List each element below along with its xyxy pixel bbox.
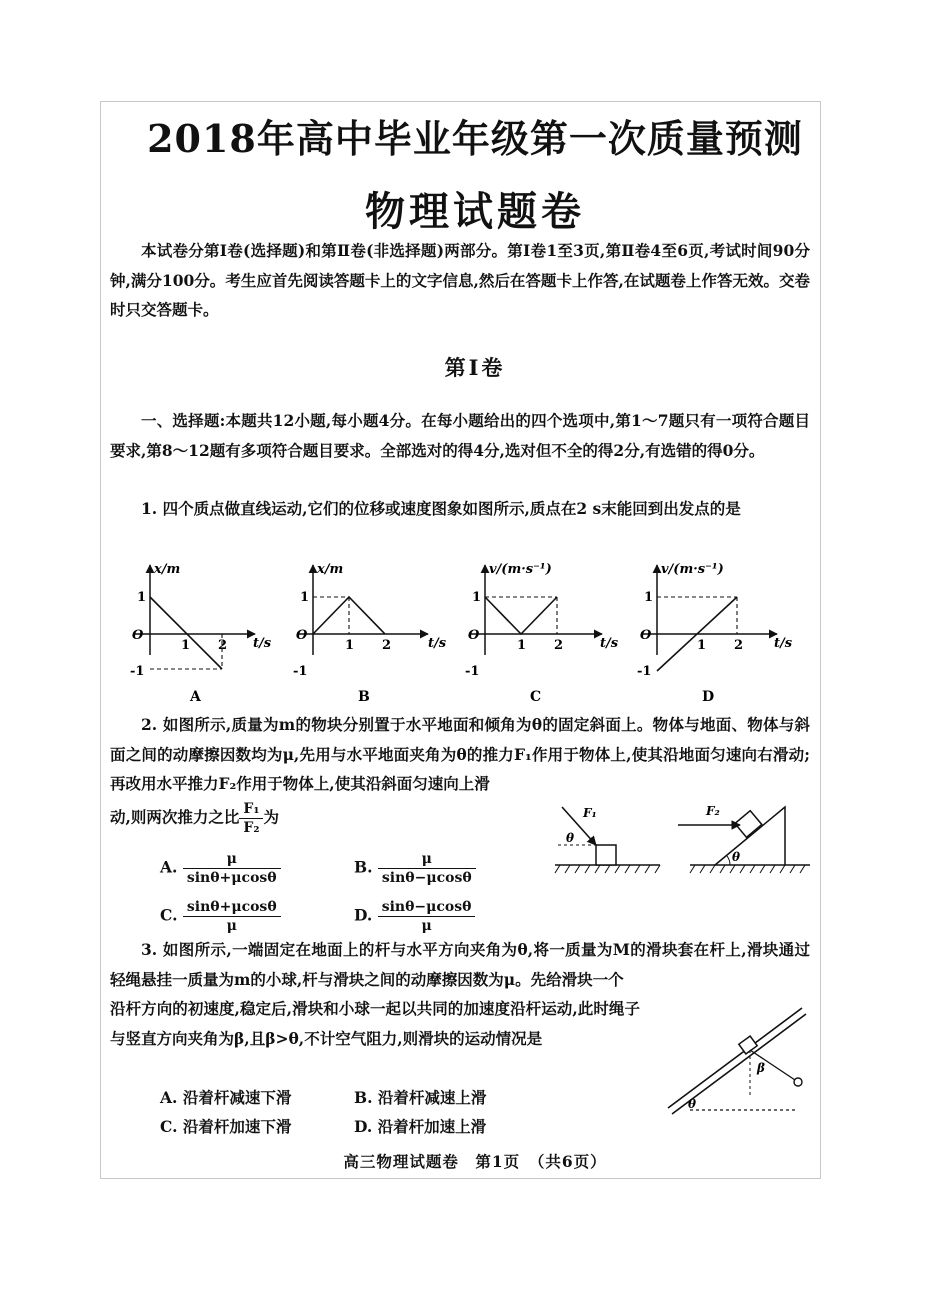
graph-d-ytick-pos: 1: [644, 590, 654, 605]
q2-option-d: D. $\frac{\sin\theta-\mu\cos\theta}{\mu}$: [354, 898, 475, 935]
q2-option-a: A. $\frac{\mu}{\sin\theta+\mu\cos\theta}$: [160, 850, 281, 887]
graph-a: [130, 562, 272, 705]
question-1-text: 1. 四个质点做直线运动,它们的位移或速度图象如图所示,质点在2 s末能回到出发点的是: [141, 499, 741, 518]
graph-b-ylabel: x/m: [317, 562, 344, 577]
graph-c-label: C: [530, 689, 542, 705]
force-f1-label: F₁: [583, 806, 597, 820]
q2-option-b: B. $\frac{\mu}{\sin\theta-\mu\cos\theta}$: [354, 850, 476, 887]
exam-title: 2018年高中毕业年级第一次质量预测: [147, 116, 803, 161]
graph-c-xlabel: t/s: [600, 636, 619, 651]
instructions-paragraph: 一、选择题:本题共12小题,每小题4分。在每小题给出的四个选项中,第1～7题只有一项符合题目要求,第8～12题有多项符合题目要求。全部选对的得4分,选对但不全的得2分,有选错的得0分。: [110, 411, 810, 460]
q2-fig-left: [555, 806, 660, 873]
graph-b: [293, 562, 447, 705]
graph-c-line: [485, 597, 557, 634]
graph-c-origin: O: [468, 628, 480, 643]
page-footer: 高三物理试题卷 第1页 （共6页）: [343, 1152, 607, 1171]
q1-graphs: [110, 555, 810, 715]
q3-option-d: D. 沿着杆加速上滑: [354, 1117, 487, 1136]
question-3-line1: 3. 如图所示,一端固定在地面上的杆与水平方向夹角为θ,将一质量为M的滑块套在杆上,滑块通过轻绳悬挂一质量为m的小球,杆与滑块之间的动摩擦因数为μ。先给滑块一个: [110, 940, 810, 989]
ratio-fraction: $\frac{\text{F₁}}{\text{F₂}}$: [239, 800, 263, 837]
graph-d-label: D: [702, 689, 715, 705]
graph-b-xtick1: 1: [345, 638, 355, 653]
question-3-line2: 沿杆方向的初速度,稳定后,滑块和小球一起以共同的加速度沿杆运动,此时绳子与竖直方向夹角为β,且β>θ,不计空气阻力,则滑块的运动情况是: [110, 999, 640, 1048]
graph-d-xtick2: 2: [734, 638, 744, 653]
graph-b-label: B: [358, 689, 370, 705]
graph-b-xlabel: t/s: [428, 636, 447, 651]
graph-a-xtick2: 2: [218, 638, 228, 653]
question-2-ratio-line: 动,则两次推力之比 $\frac{\text{F₁}}{\text{F₂}}$ 为: [110, 801, 279, 836]
graph-a-ytick-neg: -1: [130, 664, 145, 679]
graph-a-label: A: [190, 689, 201, 705]
graph-c-ylabel: v/(m·s⁻¹): [489, 562, 552, 577]
graph-c-xtick2: 2: [554, 638, 564, 653]
graph-c-ytick-neg: -1: [465, 664, 480, 679]
graph-d-xtick1: 1: [697, 638, 707, 653]
graph-d: [637, 562, 793, 705]
q3-option-c: C. 沿着杆加速下滑: [160, 1117, 292, 1136]
q3-option-a: A. 沿着杆减速下滑: [160, 1088, 292, 1107]
angle-theta-left: θ: [566, 831, 575, 845]
graph-a-ytick-pos: 1: [137, 590, 147, 605]
ball: [794, 1078, 802, 1086]
q2-option-c: C. $\frac{\sin\theta+\mu\cos\theta}{\mu}$: [160, 898, 281, 935]
graph-c: [465, 562, 619, 705]
intro-paragraph: 本试卷分第Ⅰ卷(选择题)和第Ⅱ卷(非选择题)两部分。第Ⅰ卷1至3页,第Ⅱ卷4至6页,考试时间90分钟,满分100分。考生应首先阅读答题卡上的文字信息,然后在答题卡上作答,在试题卷上作答无效。交卷时只交答题卡。: [110, 241, 810, 319]
q2-figure: [550, 795, 815, 880]
graph-d-ylabel: v/(m·s⁻¹): [661, 562, 724, 577]
graph-d-origin: O: [640, 628, 652, 643]
graph-a-xlabel: t/s: [253, 636, 272, 651]
angle-beta-label: β: [757, 1061, 765, 1075]
angle-theta-label: θ: [688, 1097, 697, 1111]
q3-figure: [660, 1000, 810, 1115]
graph-d-xlabel: t/s: [774, 636, 793, 651]
graph-a-xtick1: 1: [181, 638, 191, 653]
graph-b-ytick-pos: 1: [300, 590, 310, 605]
force-f2-label: F₂: [706, 804, 720, 818]
graph-d-ytick-neg: -1: [637, 664, 652, 679]
graph-a-origin: O: [132, 628, 144, 643]
exam-subtitle: 物理试题卷: [365, 188, 585, 235]
graph-b-origin: O: [296, 628, 308, 643]
graph-b-xtick2: 2: [382, 638, 392, 653]
graph-c-xtick1: 1: [517, 638, 527, 653]
graph-a-line: [150, 597, 222, 669]
question-2-text: 2. 如图所示,质量为m的物块分别置于水平地面和倾角为θ的固定斜面上。物体与地面、物体与斜面之间的动摩擦因数均为μ,先用与水平地面夹角为θ的推力F₁作用于物体上,使其沿地面匀速向右滑动;再改用水平推力F₂作用于物体上,使其沿斜面匀速向上滑: [110, 715, 810, 793]
graph-c-ytick-pos: 1: [472, 590, 482, 605]
graph-b-ytick-neg: -1: [293, 664, 308, 679]
q2-fig-right: [678, 804, 810, 873]
graph-a-ylabel: x/m: [154, 562, 181, 577]
q3-option-b: B. 沿着杆减速上滑: [354, 1088, 487, 1107]
section-title: 第Ⅰ卷: [444, 355, 506, 380]
angle-theta-right: θ: [732, 850, 741, 864]
